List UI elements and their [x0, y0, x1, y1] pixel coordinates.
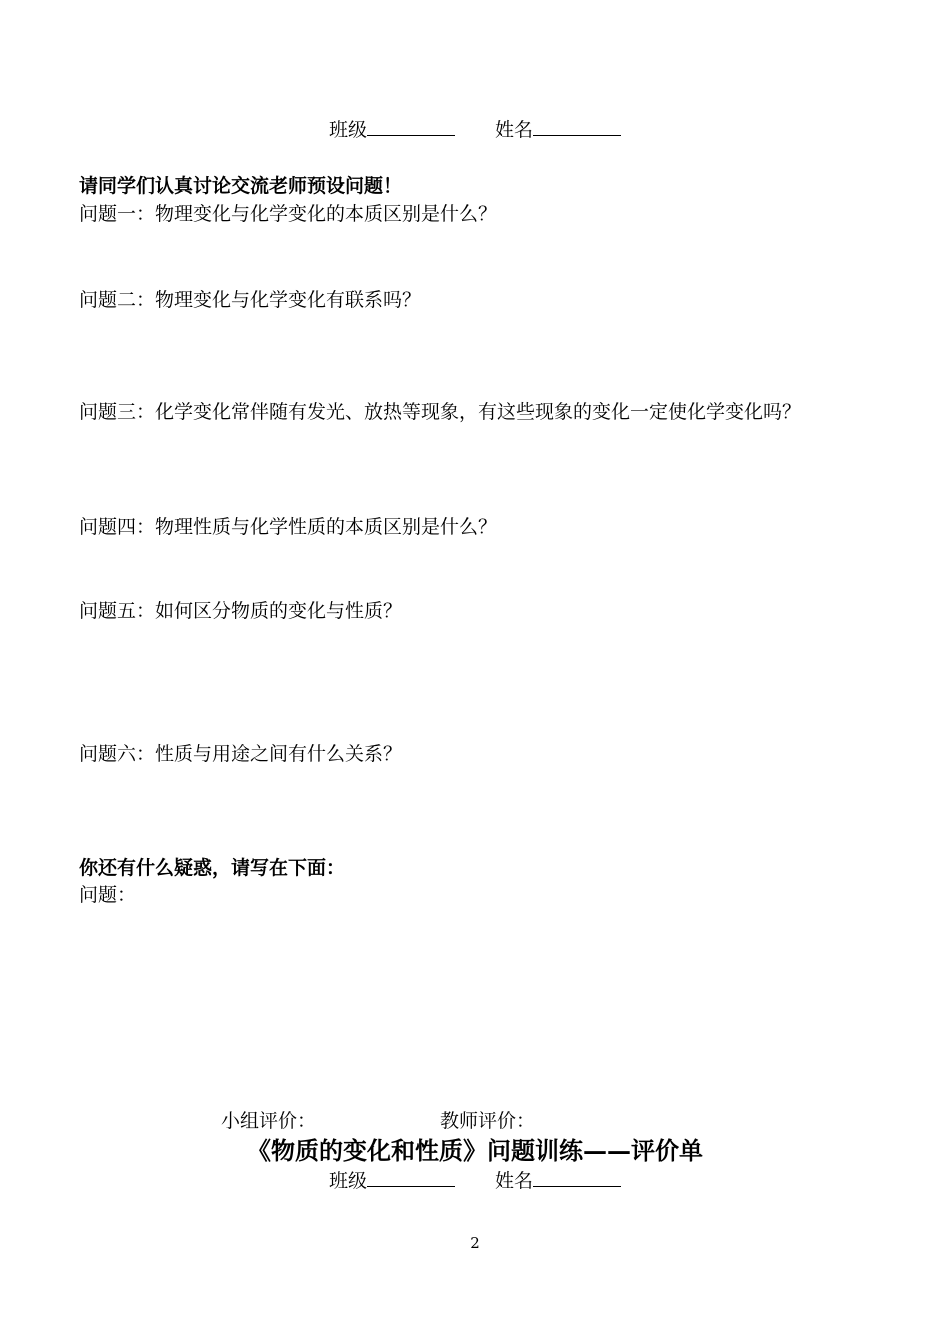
question-5: 问题五：如何区分物质的变化与性质？ [79, 600, 403, 622]
footer-fields [0, 1168, 950, 1192]
question-4: 问题四：物理性质与化学性质的本质区别是什么？ [79, 516, 498, 538]
footer-class-label: 班级 [328, 1170, 367, 1192]
header-fields [0, 117, 950, 141]
question-3: 问题三：化学变化常伴随有发光、放热等现象，有这些现象的变化一定使化学变化吗？ [79, 401, 802, 423]
doubt-question-label: 问题： [79, 884, 137, 906]
footer-name-blank [533, 1168, 621, 1187]
question-6: 问题六：性质与用途之间有什么关系？ [79, 743, 403, 765]
name-label: 姓名 [495, 119, 534, 141]
question-2: 问题二：物理变化与化学变化有联系吗？ [79, 289, 422, 311]
group-evaluation-label: 小组评价： [221, 1110, 317, 1132]
question-1: 问题一：物理变化与化学变化的本质区别是什么？ [79, 203, 498, 225]
footer-class-blank [367, 1168, 455, 1187]
footer-name-label: 姓名 [495, 1170, 534, 1192]
evaluation-sheet-title: 《物质的变化和性质》问题训练——评价单 [247, 1136, 703, 1165]
name-blank [533, 117, 621, 136]
doubt-prompt: 你还有什么疑惑，请写在下面： [79, 857, 346, 879]
teacher-evaluation-label: 教师评价： [440, 1110, 536, 1132]
class-label: 班级 [328, 119, 367, 141]
instruction-heading: 请同学们认真讨论交流老师预设问题！ [79, 175, 403, 197]
page-number: 2 [470, 1234, 480, 1252]
class-blank [367, 117, 455, 136]
